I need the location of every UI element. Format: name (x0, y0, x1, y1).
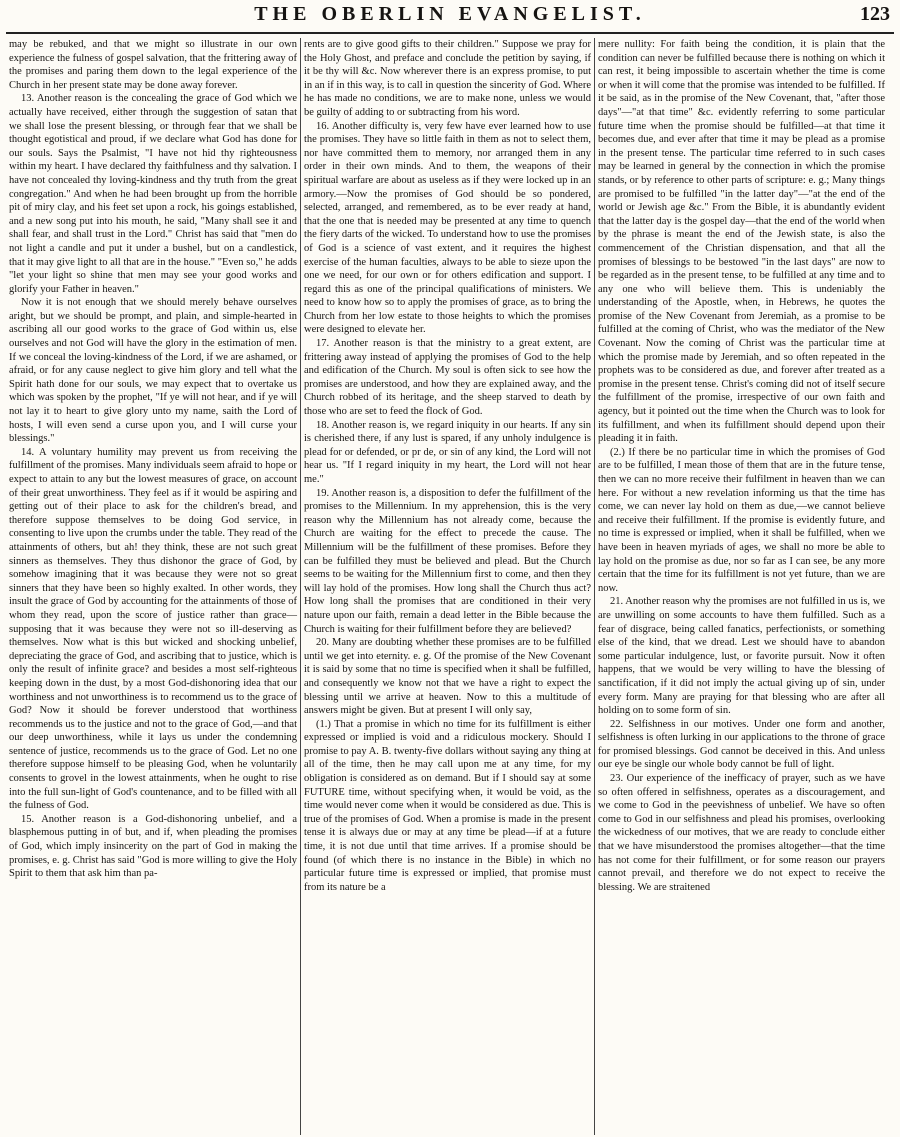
masthead (6, 0, 894, 34)
column-1 (6, 38, 300, 1135)
paragraph: mere nullity: For faith being the condition, it is plain that the condition can never be fulfilled because there is nothing on which it can rest, it being impossible to ascertain whether the time is come or when it will come that the promise was intended to be fulfilled. If it be said, as in the promise of the New Covenant, that, "after those days"—"at that time" &c. evidently referring to some particular future time when the promise should be fulfilled—at that time it becomes due, and ever after that time it may be plead as a promise in the present tense. The particular time referred to in such cases may be learned in general by the connection in which the promise stands, or by reference to other parts of scripture: e. g.; Many things are promised to be fulfilled "in the latter day"—"at the end of the world or Jewish age &c." From the Bible, it is abundantly evident that the latter day is the gospel day—that the end of the world when by the phrase is meant the end of the Jewish state, is also the commencement of the Christian dispensation, and that all the promises of blessings to be bestowed "in the last days" are now to be regarded as in the present tense, to be fulfilled at any time and to any one who will believe them. This is undeniably the understanding of the Apostle, when, in Hebrews, he quotes the promise of the New Covenant from Jeremiah, as a promise to be fulfilled at the coming of Christ, who was the mediator of the New Covenant. Now the coming of Christ was the particular time at which the promise made by Jeremiah, and so often repeated in the prophets was to be considered as due, and forever after treated as a promise in the present tense. Christ's coming did not of itself secure the fulfillment of the promise, irrespective of our own faith and agency, but it pointed out the time when the Church was to look for its fulfillment, and when its fulfillment should depend upon their pleading it in faith. (598, 39, 885, 445)
paragraph: 21. Another reason why the promises are not fulfilled in us is, we are unwilling on some accounts to have them fulfilled. Such as a fear of disgrace, being called fanatics, perfectionists, or something else of the kind, that we dread. Lest we should have to abandon some particular indulgence, lust, or favorite pursuit. Now it often happens, that we would be very willing to have the blessing of sanctification, if it did not imply the actual giving up of sin, under every form. Many are praying for that blessing who are after all holding on to some form of sin. (598, 596, 885, 717)
paragraph: 14. A voluntary humility may prevent us from receiving the fulfillment of the promises. Many individuals seem afraid to hope or expect to attain to any but the lowest measures of grace, on account of their great unworthiness. They feel as if it would be aspiring and getting out of their place to ask for the children's bread, and therefore suppose themselves to be doing God service, in consenting to live upon the crumbs under the table. They read of the attainments of others, but ah! they think, these are not such great sinners as themselves. They thus dishonor the grace of God, by somehow imagining that it was because they were not so great sinners that they have been so highly exalted. In other words, they insult the grace of God by accounting for the attainments of those of whom they read, upon the score of justice rather than grace—supposing that it was because they were not so ill-deserving as themselves. Now what is this but wicked and shocking unbelief, depreciating the grace of God, and ascribing that to justice, which is only the result of infinite grace? and besides a most self-righteous keeping down in the dust, by a most God-dishonoring idea that our worthiness and not unworthiness is to recommend us to the grace of God? Now it should be forever understood that worthiness recommends us to the justice and not to the grace of God,—and that our deep unworthiness, while it lays us under the condemning sentence of justice, recommends us to the grace of God. Let no one therefore suppose himself to be pleasing God, when he voluntarily consents to grovel in the lowest attainments, when he ought to rise into the full sun-light of God's countenance, and to be filled with all the fulness of God. (9, 446, 297, 812)
paragraph: 23. Our experience of the inefficacy of prayer, such as we have so often offered in selfishness, operates as a discouragement, and we come to God in the peevishness of unbelief. We have so often come to God in our selfishness and plead his promises, overlooking the wickedness of our motives, that we are ready to conclude either that we have misunderstood the promises altogether—that the time has not come for their fulfillment, or for some reason our prayers cannot prevail, and therefore we do not expect to receive the blessing. We are straitened (598, 773, 885, 893)
column-2 (300, 38, 594, 1135)
paragraph: rents are to give good gifts to their children." Suppose we pray for the Holy Ghost, and preface and conclude the petition by saying, if it be thy will &c. Now wherever there is an express promise, to put in an if in this way, is to call in question the sincerity of God. Where he has made no conditions, we are to make none, unless we would be guilty of adding to or subtracting from his word. (304, 39, 591, 118)
paragraph: 16. Another difficulty is, very few have ever learned how to use the promises. They have so little faith in them as not to select them, nor have committed them to memory, nor arranged them in any order in their own minds. And to them, the weapons of their spiritual warfare are about as useless as if they were locked up in an armory.—Now the promises of God should be so pondered, selected, arranged, and remembered, as to be ever ready at hand, that the one that is needed may be presented at any time to quench the fiery darts of the wicked. To understand how to use the promises of God is a science of vast extent, and it requires the highest exercise of the human faculties, always to be able to sieze upon the one we need, for our own or for others edification and support. I regard this as one of the principal qualifications of ministers. We need to know how so to apply the promises of grace, as to bring the Church from her low estate to those heights to which the promises were designed to elevate her. (304, 120, 591, 336)
publication-title: THE OBERLIN EVANGELIST. (254, 3, 646, 25)
paragraph: Now it is not enough that we should merely behave ourselves aright, but we should be prompt, and plain, and simple-hearted in ascribing all our good works to the grace of God within us, else ourselves and not God will have the glory in the estimation of men. If we conceal the loving-kindness of the Lord, if we are ashamed, or afraid, or for any cause neglect to give him glory and tell what the Spirit hath done for our souls, we may expect that to overtake us which was spoken by the prophet, "If ye will not hear, and if ye will not lay it to heart to give glory unto my name, saith the Lord of hosts, I will even send a curse upon you, and I will curse your blessings." (9, 297, 297, 445)
paragraph: 19. Another reason is, a disposition to defer the fulfillment of the promises to the Millennium. In my apprehension, this is the very reason why the Millennium has not already come, because the Church are waiting for the effect to precede the cause. The Millennium will be the fulfillment of these promises. Before they can be fulfilled they must be believed and plead. But the Church seems to be waiting for the Millennium first to come, and then they will lay hold of the promises. How long shall the Church thus act? How long shall the promises that are conditioned in their very nature upon our faith, remain a dead letter in the Bible because the Church is waiting for their fulfillment before they are believed? (304, 487, 591, 635)
paragraph: 20. Many are doubting whether these promises are to be fulfilled until we get into eternity. e. g. Of the promise of the New Covenant it is said by some that no time is specified when it shall be fulfilled, and consequently we know not that we have a right to expect the blessing until we arrive at heaven. Now to this a multitude of answers might be given. But at present I will only say, (304, 637, 591, 717)
paragraph: 18. Another reason is, we regard iniquity in our hearts. If any sin is cherished there, if any lust is spared, if any unholy indulgence is plead for or defended, or pr de, or sin of any kind, the Lord will not hear us. "If I regard iniquity in my heart, the Lord will not hear me." (304, 419, 591, 485)
paragraph: 15. Another reason is a God-dishonoring unbelief, and a blasphemous putting in of but, and if, when pleading the promises of God, which imply insincerity on the part of God in making the promises, e. g. Christ has said "God is more willing to give the Holy Spirit to them that ask him than pa- (9, 813, 297, 880)
paragraph: 13. Another reason is the concealing the grace of God which we actually have received, either through the suggestion of satan that we shall lose the present blessing, or through fear that we shall be thought egotistical and proud, if we declare what God has done for our souls. Says the Psalmist, "I have not hid thy righteousness within my heart. I have declared thy faithfulness and thy salvation. I have not concealed thy loving-kindness and thy truth from the great congregation." And when he had been brought up from the horrible pit of miry clay, and his feet set upon a rock, his goings established, and a new song put into his mouth, he said, "Many shall see it and shall fear, and shall trust in the Lord." Christ has said that "men do not light a candle and put it under a bushel, but on a candlestick, that it may give light to all that are in the house." "Even so," he adds "let your light so shine that men may see your good works and glorify your Father in heaven." (9, 93, 297, 295)
paragraph: may be rebuked, and that we might so illustrate in our own experience the fulness of gospel salvation, that the frittering away of the promises and paring them down to the legal experience of the Church in her present state may be done away forever. (9, 39, 297, 91)
text-columns (6, 38, 894, 1135)
paragraph: (1.) That a promise in which no time for its fulfillment is either expressed or implied is void and a ridiculous mockery. Should I promise to pay A. B. twenty-five dollars without saying any thing at all of the time, then he may call upon me at any time, for my obligation is considered as on demand. But if I should say at some FUTURE time, without specifying when, it would be void, as the time would never come when it would be considered as due. This is true of the promises of God. When a promise is made in the present tense it is always due or may at any time be plead—if at a future time, it is not due until that time arrives. If a promise should be found (of which there is no instance in the Bible) in which no particular future time is expressed or implied, that promise must from its nature be a (304, 718, 591, 893)
page-number: 123 (860, 3, 890, 25)
paragraph: 22. Selfishness in our motives. Under one form and another, selfishness is often lurking in our applications to the throne of grace for promised blessings. God cannot be deceived in this. And unless our eye be single our whole body cannot be full of light. (598, 718, 885, 771)
paragraph: (2.) If there be no particular time in which the promises of God are to be fulfilled, I mean those of them that are in the future tense, then we can no more receive their fulfilment in heaven than we can here. For without a new revelation informing us that the time has come, we can never lay hold on them as due,—we cannot believe and receive their fulfillment. If the promise is evidently future, and no time is expressed or implied, when it shall be fulfilled, when we have been in heaven myriads of ages, we shall no more be able to lay hold on the promise as due, nor so far as I can see, be any more certain that the time for its fulfillment is not yet future, than we are now. (598, 446, 885, 594)
column-3 (594, 38, 888, 1135)
paragraph: 17. Another reason is that the ministry to a great extent, are frittering away instead of applying the promises of God to the help and edification of the Church. My soul is often sick to see how the promises are understood, and how they are explained away, and the Church robbed of its heritage, and the sheep starved to death by those who are set to feed the flock of God. (304, 338, 591, 418)
